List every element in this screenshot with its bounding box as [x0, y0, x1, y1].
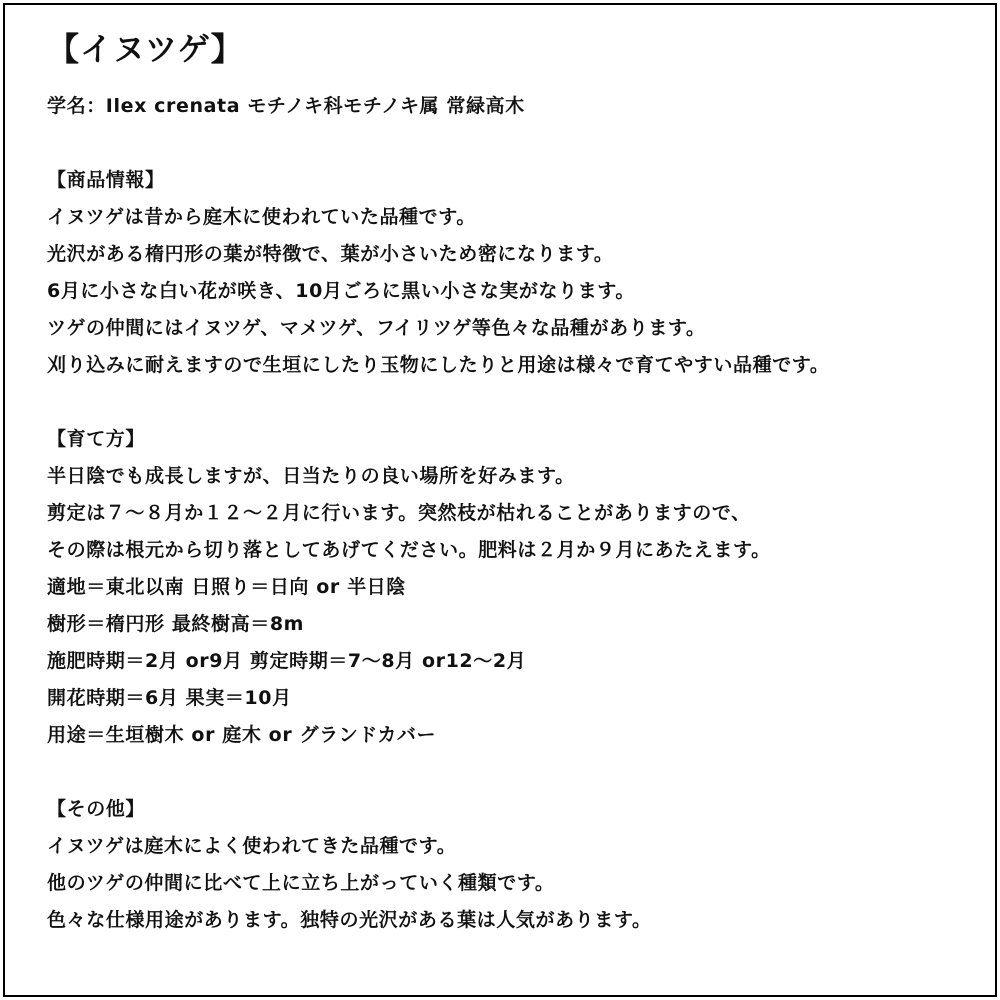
care-line: 半日陰でも成長しますが、日当たりの良い場所を好みます。 — [47, 465, 575, 487]
care-line: 適地＝東北以南 日照り＝日向 or 半日陰 — [47, 576, 406, 598]
page-title: 【イヌツゲ】 — [47, 30, 244, 68]
other-line: 他のツゲの仲間に比べて上に立ち上がっていく種類です。 — [47, 872, 555, 894]
care-heading: 【育て方】 — [47, 428, 146, 450]
scientific-name: 学名：Ilex crenata モチノキ科モチノキ属 常緑高木 — [47, 95, 525, 117]
other-heading: 【その他】 — [47, 798, 146, 820]
product-info-heading: 【商品情報】 — [47, 169, 165, 191]
care-line: 開花時期＝6月 果実＝10月 — [47, 687, 292, 709]
care-line: その際は根元から切り落としてあげてください。肥料は２月か９月にあたえます。 — [47, 539, 771, 561]
product-info-line: 刈り込みに耐えますので生垣にしたり玉物にしたりと用途は様々で育てやすい品種です。 — [47, 354, 830, 376]
other-line: 色々な仕様用途があります。独特の光沢がある葉は人気があります。 — [47, 909, 652, 931]
page-frame — [3, 3, 997, 997]
product-info-line: 光沢がある楕円形の葉が特徴で、葉が小さいため密になります。 — [47, 243, 614, 265]
care-line: 樹形＝楕円形 最終樹高＝8m — [47, 613, 305, 635]
product-info-line: ツゲの仲間にはイヌツゲ、マメツゲ、フイリツゲ等色々な品種があります。 — [47, 317, 706, 339]
care-line: 剪定は７～８月か１２～２月に行います。突然枝が枯れることがありますので、 — [47, 502, 751, 524]
product-info-line: 6月に小さな白い花が咲き、10月ごろに黒い小さな実がなります。 — [47, 280, 635, 302]
product-info-line: イヌツゲは昔から庭木に使われていた品種です。 — [47, 206, 476, 228]
care-line: 用途＝生垣樹木 or 庭木 or グランドカバー — [47, 724, 437, 746]
care-line: 施肥時期＝2月 or9月 剪定時期＝7～8月 or12～2月 — [47, 650, 527, 672]
other-line: イヌツゲは庭木によく使われてきた品種です。 — [47, 835, 457, 857]
